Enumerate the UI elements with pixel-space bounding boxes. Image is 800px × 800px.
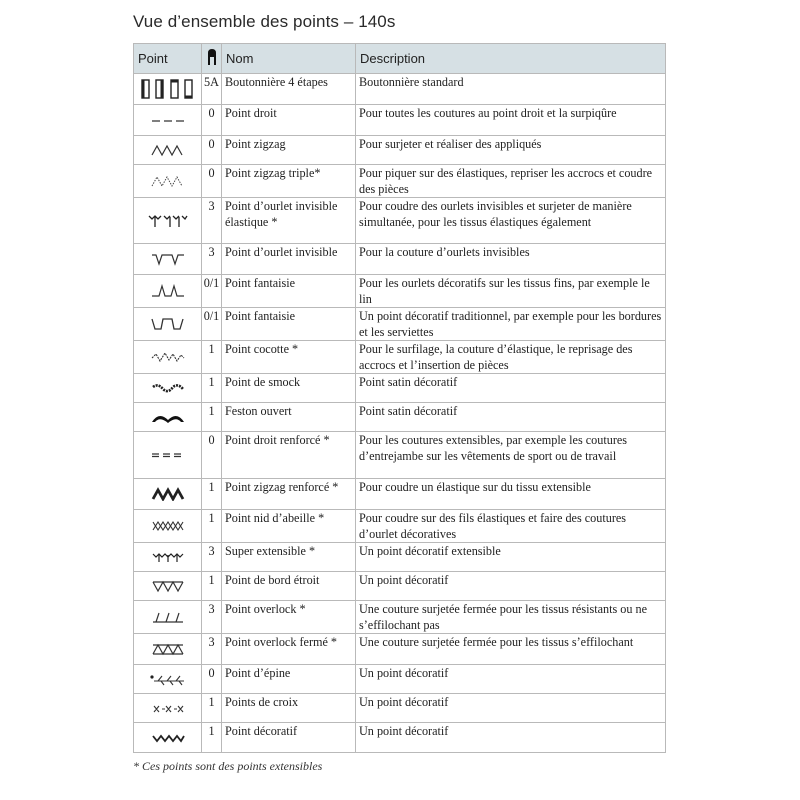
closed-overlock-icon	[148, 642, 188, 656]
foot-cell: 3	[202, 601, 222, 634]
stitch-table	[133, 43, 666, 753]
open-scallop-icon	[148, 410, 188, 424]
stitch-symbol-cell	[134, 198, 202, 244]
cross-stitch-icon	[148, 701, 188, 715]
name-cell: Point overlock *	[222, 601, 356, 634]
table-row	[134, 403, 666, 432]
stitch-symbol-cell	[134, 74, 202, 105]
foot-cell: 1	[202, 694, 222, 723]
table-row	[134, 432, 666, 479]
stitch-symbol-cell	[134, 510, 202, 543]
table-row	[134, 244, 666, 275]
foot-cell: 1	[202, 341, 222, 374]
foot-cell: 1	[202, 403, 222, 432]
name-cell: Point d’ourlet invisible	[222, 244, 356, 275]
description-cell: Un point décoratif	[356, 572, 666, 601]
name-cell: Point zigzag triple*	[222, 165, 356, 198]
table-row	[134, 165, 666, 198]
description-cell: Point satin décoratif	[356, 374, 666, 403]
reinforced-straight-icon	[148, 450, 188, 460]
table-header-row	[134, 44, 666, 74]
thorn-stitch-icon	[148, 672, 188, 686]
name-cell: Point droit	[222, 105, 356, 136]
foot-cell: 0	[202, 136, 222, 165]
table-row	[134, 543, 666, 572]
table-row	[134, 136, 666, 165]
decorative-wave-icon	[148, 731, 188, 745]
table-row	[134, 275, 666, 308]
decorative-box-icon	[148, 316, 188, 332]
stitch-symbol-cell	[134, 403, 202, 432]
blind-hem-icon	[148, 251, 188, 267]
table-row	[134, 105, 666, 136]
triple-zigzag-icon	[148, 174, 188, 188]
foot-cell: 3	[202, 198, 222, 244]
description-cell: Une couture surjetée fermée pour les tissus résistants ou ne s’effilochant pas	[356, 601, 666, 634]
name-cell: Point fantaisie	[222, 308, 356, 341]
header-foot	[202, 44, 222, 74]
stitch-symbol-cell	[134, 275, 202, 308]
description-cell: Une couture surjetée fermée pour les tissus s’effilochant	[356, 634, 666, 665]
foot-cell: 0	[202, 105, 222, 136]
description-cell: Un point décoratif	[356, 694, 666, 723]
foot-cell: 0/1	[202, 275, 222, 308]
header-point: Point	[134, 44, 202, 74]
description-cell: Pour la couture d’ourlets invisibles	[356, 244, 666, 275]
foot-cell: 0/1	[202, 308, 222, 341]
foot-cell: 0	[202, 165, 222, 198]
foot-cell: 1	[202, 572, 222, 601]
stitch-symbol-cell	[134, 341, 202, 374]
header-name: Nom	[222, 44, 356, 74]
description-cell: Un point décoratif traditionnel, par exemple pour les bordures et les serviettes	[356, 308, 666, 341]
table-row	[134, 308, 666, 341]
foot-cell: 3	[202, 244, 222, 275]
description-cell: Pour surjeter et réaliser des appliqués	[356, 136, 666, 165]
name-cell: Feston ouvert	[222, 403, 356, 432]
foot-cell: 1	[202, 510, 222, 543]
name-cell: Point zigzag	[222, 136, 356, 165]
name-cell: Point décoratif	[222, 723, 356, 753]
table-row	[134, 74, 666, 105]
foot-cell: 0	[202, 432, 222, 479]
name-cell: Point de bord étroit	[222, 572, 356, 601]
name-cell: Points de croix	[222, 694, 356, 723]
decorative-fine-icon	[148, 283, 188, 299]
description-cell: Pour coudre un élastique sur du tissu extensible	[356, 479, 666, 510]
super-stretch-icon	[148, 550, 188, 564]
table-row	[134, 510, 666, 543]
description-cell: Un point décoratif	[356, 665, 666, 694]
elastic-blind-hem-icon	[146, 212, 190, 230]
description-cell: Pour le surfilage, la couture d’élastique, le reprisage des accrocs et l’insertion de pièces	[356, 341, 666, 374]
straight-stitch-icon	[148, 113, 188, 127]
reinforced-zigzag-icon	[148, 487, 188, 501]
foot-cell: 3	[202, 543, 222, 572]
name-cell: Point overlock fermé *	[222, 634, 356, 665]
stitch-symbol-cell	[134, 665, 202, 694]
name-cell: Point d’ourlet invisible élastique *	[222, 198, 356, 244]
table-row	[134, 341, 666, 374]
description-cell: Pour coudre sur des fils élastiques et faire des coutures d’ourlet décoratives	[356, 510, 666, 543]
table-row	[134, 374, 666, 403]
presser-foot-icon	[206, 48, 218, 66]
name-cell: Point fantaisie	[222, 275, 356, 308]
description-cell: Pour piquer sur des élastiques, repriser les accrocs et coudre des pièces	[356, 165, 666, 198]
zigzag-stitch-icon	[148, 143, 188, 157]
table-row	[134, 634, 666, 665]
name-cell: Point nid d’abeille *	[222, 510, 356, 543]
stitch-symbol-cell	[134, 694, 202, 723]
stitch-symbol-cell	[134, 244, 202, 275]
description-cell: Point satin décoratif	[356, 403, 666, 432]
stitch-symbol-cell	[134, 432, 202, 479]
buttonhole-icon	[139, 76, 197, 102]
table-row	[134, 723, 666, 753]
description-cell: Pour les ourlets décoratifs sur les tissus fins, par exemple le lin	[356, 275, 666, 308]
overlock-stitch-icon	[148, 610, 188, 624]
stitch-symbol-cell	[134, 308, 202, 341]
stitch-symbol-cell	[134, 105, 202, 136]
foot-cell: 5A	[202, 74, 222, 105]
description-cell: Un point décoratif	[356, 723, 666, 753]
page-title: Vue d’ensemble des points – 140s	[133, 12, 396, 31]
foot-cell: 1	[202, 479, 222, 510]
name-cell: Boutonnière 4 étapes	[222, 74, 356, 105]
table-row	[134, 694, 666, 723]
description-cell: Pour coudre des ourlets invisibles et surjeter de manière simultanée, pour les tissus élastiques également	[356, 198, 666, 244]
name-cell: Point zigzag renforcé *	[222, 479, 356, 510]
description-cell: Pour toutes les coutures au point droit et la surpiqûre	[356, 105, 666, 136]
name-cell: Point d’épine	[222, 665, 356, 694]
foot-cell: 1	[202, 723, 222, 753]
table-row	[134, 601, 666, 634]
stitch-symbol-cell	[134, 634, 202, 665]
stitch-symbol-cell	[134, 572, 202, 601]
honeycomb-stitch-icon	[148, 519, 188, 533]
description-cell: Pour les coutures extensibles, par exemple les coutures d’entrejambe sur les vêtements de sport ou de travail	[356, 432, 666, 479]
narrow-edge-icon	[148, 579, 188, 593]
stitch-symbol-cell	[134, 374, 202, 403]
description-cell: Un point décoratif extensible	[356, 543, 666, 572]
name-cell: Point cocotte *	[222, 341, 356, 374]
footnote: * Ces points sont des points extensibles	[133, 759, 323, 773]
table-row	[134, 198, 666, 244]
foot-cell: 3	[202, 634, 222, 665]
table-row	[134, 572, 666, 601]
stitch-symbol-cell	[134, 165, 202, 198]
header-description: Description	[356, 44, 666, 74]
smock-stitch-icon	[148, 381, 188, 395]
stitch-symbol-cell	[134, 723, 202, 753]
name-cell: Point de smock	[222, 374, 356, 403]
foot-cell: 0	[202, 665, 222, 694]
name-cell: Super extensible *	[222, 543, 356, 572]
name-cell: Point droit renforcé *	[222, 432, 356, 479]
cocotte-stitch-icon	[148, 349, 188, 365]
stitch-symbol-cell	[134, 136, 202, 165]
stitch-symbol-cell	[134, 479, 202, 510]
table-row	[134, 479, 666, 510]
foot-cell: 1	[202, 374, 222, 403]
description-cell: Boutonnière standard	[356, 74, 666, 105]
stitch-symbol-cell	[134, 601, 202, 634]
stitch-symbol-cell	[134, 543, 202, 572]
table-row	[134, 665, 666, 694]
